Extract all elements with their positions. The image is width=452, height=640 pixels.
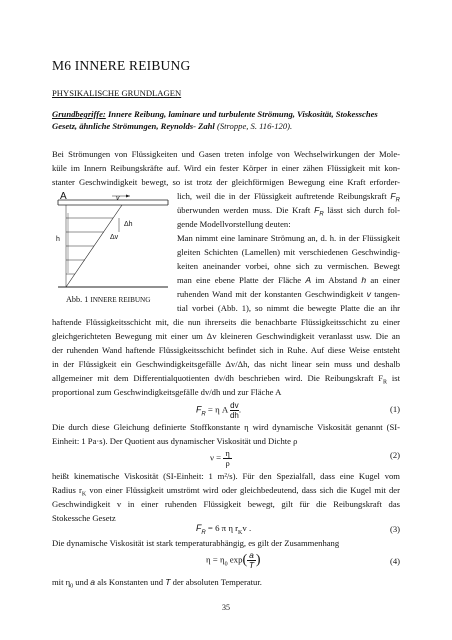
equation-1-number: (1) <box>389 404 400 414</box>
grundbegriffe-paragraph <box>52 108 400 132</box>
equation-3: $F_R = 6$ π η $r_Kv$ . <box>196 523 252 536</box>
text-line: stanter Geschwindigkeit bewegt, so ist trotz der gleichförmigen Bewegung eine Kraft erforder- <box>52 177 400 187</box>
figure-label-delta-h: Δh <box>124 221 133 228</box>
text-line: Einheit: 1 Pa·s). Der Quotient aus dynamischer Viskosität und Dichte ρ <box>52 436 298 446</box>
grundbegriffe-terms: Innere Reibung, laminare und turbulente Strömung, Viskosität, Stokessches Gesetz, ähnliche Strömungen, Reynolds- Zahl <box>52 109 378 131</box>
section-heading: PHYSIKALISCHE GRUNDLAGEN <box>52 88 182 98</box>
figure-label-area: A <box>60 191 67 202</box>
text-line: in der Flüssigkeit ein Geschwindigkeitsgefälle Δv/Δh, das nicht linear sein muss und deshalb <box>52 359 400 369</box>
text-line: allgemeiner mit dem Differentialquotienten dv/dh beschrieben wird. Die Reibungskraft $F_R$ ist <box>52 373 400 386</box>
text-line: Geschwindigkeit v in einer ruhenden Flüssigkeit bewegt, gilt für die Reibungskraft das <box>52 499 400 509</box>
figure-label-velocity: v <box>116 195 120 202</box>
page-number: 35 <box>222 603 230 612</box>
caption-prefix: Abb. 1 <box>66 295 91 304</box>
equation-3-number: (3) <box>389 524 400 534</box>
text-line: heißt kinematische Viskosität (SI-Einheit: 1 m²/s). Für den Spezialfall, dass eine Kugel vom <box>52 471 400 481</box>
text-line: tial vorbei (Abb. 1), so nimmt die bewegte Platte die an ihr <box>177 303 400 313</box>
text-line: Stokessche Gesetz <box>52 513 116 523</box>
text-line: Die durch diese Gleichung definierte Stoffkonstante η wird dynamische Viskosität genannt (SI- <box>52 422 400 432</box>
text-line: mit $\eta_0$ und a als Konstanten und T der absoluten Temperatur. <box>52 577 262 590</box>
grundbegriffe-label: Grundbegriffe: <box>52 109 106 119</box>
figure-caption <box>66 295 150 304</box>
text-line: Radius $r_K$ von einer Flüssigkeit umströmt wird oder gleichbedeutend, dass sich die Kugel mit der <box>52 485 400 498</box>
text-line: überwunden werden muss. Die Kraft $F_R$ lässt sich durch fol- <box>177 205 400 218</box>
text-line: der ruhenden Wand haftende Flüssigkeitsschicht befindet sich in Ruhe. Auf diese Weise entsteht <box>52 345 400 355</box>
text-line: ruhenden Wand mit der konstanten Geschwindigkeit v tangen- <box>177 289 400 299</box>
caption-label: INNERE REIBUNG <box>90 296 151 304</box>
text-line: Bei Strömungen von Flüssigkeiten und Gasen treten infolge von Wechselwirkungen der Mole- <box>52 149 400 159</box>
text-line: man eine ebene Platte der Fläche A im Abstand h an einer <box>177 275 400 285</box>
text-line: haftende Flüssigkeitsschicht mit, die nun ihrerseits die benachbarte Flüssigkeitsschicht zu einer <box>52 317 400 327</box>
grundbegriffe-reference: (Stroppe, S. 116-120). <box>214 121 293 131</box>
equation-2: ν = $\frac{\eta}{\rho}$ <box>210 448 230 468</box>
equation-4: $\eta = \eta_0$ exp( $\frac{a}{T}$ ) <box>206 550 261 570</box>
equation-4-number: (4) <box>389 556 400 566</box>
text-line: gleichgerichteten Bewegung mit einer um Δv kleineren Geschwindigkeit veranlasst usw. Die an <box>52 331 400 341</box>
text-line: keiten aneinander vorbei, ohne sich zu vermischen. Bewegt <box>177 261 400 271</box>
text-line: Man nimmt eine laminare Strömung an, d. h. in der Flüssigkeit <box>177 233 400 243</box>
text-line: lich, weil die in der Flüssigkeit auftretende Reibungskraft $F_R$ <box>177 191 400 204</box>
text-line: Die dynamische Viskosität ist stark temperaturabhängig, es gilt der Zusammenhang <box>52 538 340 548</box>
figure-inner-friction <box>56 188 176 298</box>
text-line: proportional zum Geschwindigkeitsgefälle dv/dh und zur Fläche A <box>52 387 282 397</box>
equation-2-number: (2) <box>389 450 400 460</box>
text-line: gleiten Schichten (Lamellen) mit verschiedenen Geschwindig- <box>177 247 400 257</box>
text-line: gende Modellvorstellung deuten: <box>177 219 291 229</box>
page-title: M6 INNERE REIBUNG <box>52 58 191 73</box>
figure-label-height: h <box>56 236 60 243</box>
text-line: küle im Innern Reibungskräfte auf. Wird ein fester Körper in einer zähen Flüssigkeit mit kon- <box>52 163 400 173</box>
equation-1: $F_R = \eta$ A $\frac{dv}{dh}$ . <box>196 401 242 420</box>
figure-label-delta-v: Δv <box>110 234 119 241</box>
